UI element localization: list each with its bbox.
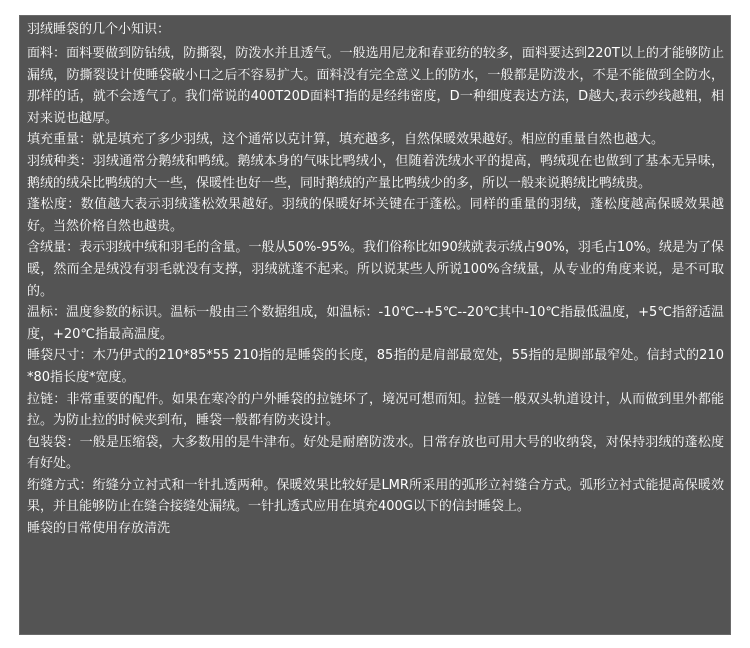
paragraph-temperature-rating: 温标：温度参数的标识。温标一般由三个数据组成，如温标：-10℃--+5℃--20℃其中-10℃指最低温度，+5℃指舒适温度，+20℃指最高温度。 [27,305,724,342]
paragraph-bag-size: 睡袋尺寸：木乃伊式的210*85*55 210指的是睡袋的长度，85指的是肩部最宽处，55指的是脚部最窄处。信封式的210*80指长度*宽度。 [27,348,724,385]
paragraph-down-type: 羽绒种类：羽绒通常分鹅绒和鸭绒。鹅绒本身的气味比鸭绒小，但随着洗绒水平的提高，鸭绒现在也做到了基本无异味，鹅绒的绒朵比鸭绒的大一些，保暖性也好一些，同时鹅绒的产量比鸭绒少的多，所以一般来说鹅绒比鸭绒贵。 [27,153,724,191]
knowledge-panel [19,15,731,635]
paragraph-stitching: 绗缝方式：绗缝分立衬式和一针扎透两种。保暖效果比较好是LMR所采用的弧形立衬缝合方式。弧形立衬式能提高保暖效果，并且能够防止在缝合接缝处漏绒。一针扎透式应用在填充400G以下的信封睡袋上。 [27,477,724,515]
paragraph-packaging: 包装袋：一般是压缩袋，大多数用的是牛津布。好处是耐磨防泼水。日常存放也可用大号的收纳袋，对保持羽绒的蓬松度有好处。 [27,434,724,472]
paragraph-down-content: 含绒量：表示羽绒中绒和羽毛的含量。一般从50%-95%。我们俗称比如90绒就表示绒占90%，羽毛占10%。绒是为了保暖，然而全是绒没有羽毛就没有支撑，羽绒就蓬不起来。所以说某些人所说100%含绒量，从专业的角度来说，是不可取的。 [27,240,724,299]
section-heading-care: 睡袋的日常使用存放清洗 [27,521,171,537]
paragraph-fill-weight: 填充重量：就是填充了多少羽绒，这个通常以克计算，填充越多，自然保暖效果越好。相应的重量自然也越大。 [27,132,665,148]
paragraph-zipper: 拉链：非常重要的配件。如果在寒冷的户外睡袋的拉链坏了，境况可想而知。拉链一般双头轨道设计，从而做到里外都能拉。为防止拉的时候夹到布，睡袋一般都有防夹设计。 [27,391,724,429]
panel-title: 羽绒睡袋的几个小知识： [27,22,171,37]
paragraph-fabric: 面料：面料要做到防钻绒，防撕裂，防泼水并且透气。一般选用尼龙和春亚纺的较多，面料要达到220T以上的才能够防止漏绒，防撕裂设计使睡袋破小口之后不容易扩大。面料没有完全意义上的防水，一般都是防泼水，不是不能做到全防水，那样的话，就不会透气了。我们常说的400T20D面料T指的是经纬密度，D一种细度表达方法，D越大,表示纱线越粗，相对来说也越厚。 [27,46,724,126]
paragraph-loft: 蓬松度：数值越大表示羽绒蓬松效果越好。羽绒的保暖好坏关键在于蓬松。同样的重量的羽绒，蓬松度越高保暖效果越好。当然价格自然也越贵。 [27,197,724,234]
